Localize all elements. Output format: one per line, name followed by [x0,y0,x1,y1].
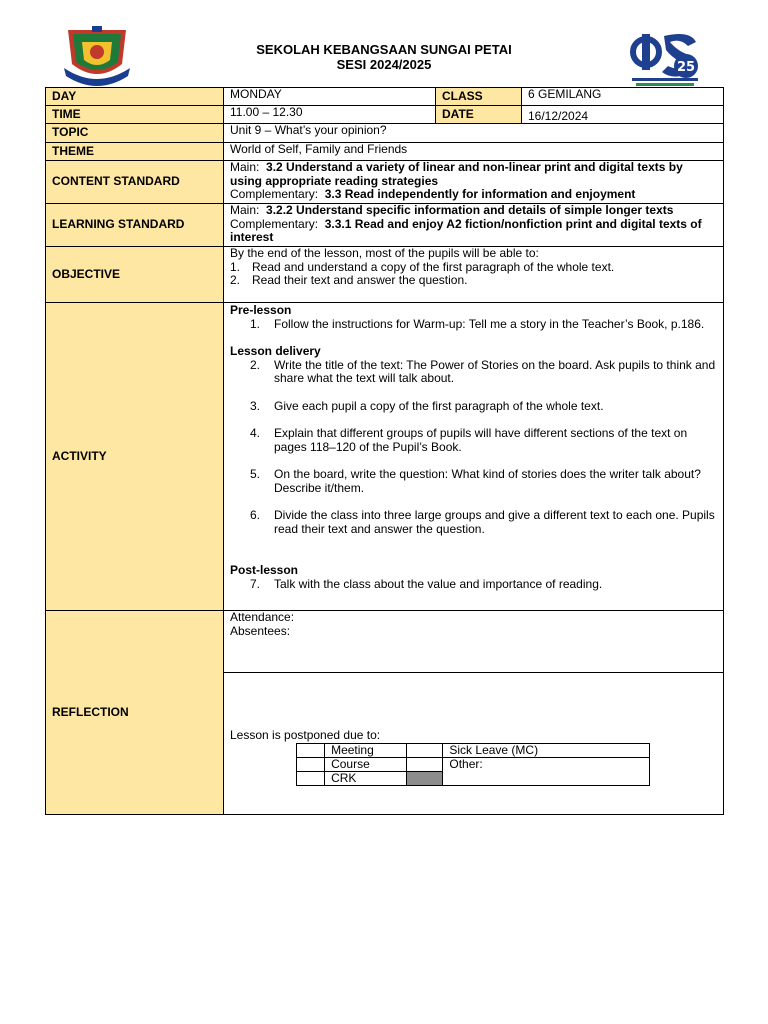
content-comp-prefix: Complementary: [230,187,319,201]
attendance-label: Attendance: [230,610,295,624]
learning-comp-standard: 3.3.1 Read and enjoy A2 fiction/nonfiction print and digital texts of interest [230,216,702,244]
other-checkbox[interactable] [407,757,443,771]
objective-intro: By the end of the lesson, most of the pupils will be able to: [230,246,539,260]
learning-standard-label: LEARNING STANDARD [46,204,224,247]
objective-value [224,247,724,303]
objective-item: 2. Read their text and answer the question. [230,273,468,287]
postpone-reasons-table [296,743,650,786]
other-option: Other: [443,757,650,785]
learning-comp-prefix: Complementary: [230,216,319,231]
topic-value: Unit 9 – What’s your opinion? [224,124,724,143]
school-name: SEKOLAH KEBANGSAAN SUNGAI PETAI [256,42,512,57]
content-main-prefix: Main: [230,160,260,174]
date-label: DATE [436,106,522,124]
shaded-cell [407,771,443,785]
activity-value [224,303,724,611]
postpone-cell [224,673,724,815]
course-checkbox[interactable] [297,757,325,771]
theme-label: THEME [46,143,224,161]
class-label: CLASS [436,88,522,106]
activity-step: 7. Talk with the class about the value and importance of reading. [250,576,603,591]
reflection-label: REFLECTION [46,611,224,815]
learning-standard-value [224,204,724,247]
absentees-label: Absentees: [230,623,291,638]
day-value: MONDAY [224,88,436,106]
day-label: DAY [46,88,224,106]
content-standard-value [224,161,724,204]
content-standard-label: CONTENT STANDARD [46,161,224,204]
logo-25-text: 25 [676,60,696,75]
content-comp-standard: 3.3 Read independently for information and enjoyment [324,187,636,201]
post-lesson-heading: Post-lesson [230,563,299,577]
activity-label: ACTIVITY [46,303,224,611]
date-value: 16/12/2024 [522,106,724,124]
sick-leave-option: Sick Leave (MC) [443,743,650,757]
activity-step: 5. On the board, write the question: What kind of stories does the writer talk about? Describe it/them. [250,467,701,495]
class-value: 6 GEMILANG [522,88,724,106]
crk-checkbox[interactable] [297,771,325,785]
pre-lesson-heading: Pre-lesson [230,303,292,317]
time-label: TIME [46,106,224,124]
postponed-label: Lesson is postponed due to: [230,728,381,742]
learning-main-prefix: Main: [230,203,260,217]
crk-option: CRK [325,771,407,785]
topic-label: TOPIC [46,124,224,143]
meeting-checkbox[interactable] [297,743,325,757]
activity-step: 2. Write the title of the text: The Power of Stories on the board. Ask pupils to think and share what the text will talk about. [250,357,716,385]
content-main-standard: 3.2 Understand a variety of linear and non-linear print and digital texts by using appropriate reading strategies [230,160,683,188]
course-option: Course [325,757,407,771]
attendance-cell [224,611,724,673]
objective-label: OBJECTIVE [46,247,224,303]
learning-main-standard: 3.2.2 Understand specific information and details of simple longer texts [266,203,674,217]
sick-leave-checkbox[interactable] [407,743,443,757]
document-header [0,42,768,72]
school-session: SESI 2024/2025 [336,57,432,72]
lesson-delivery-heading: Lesson delivery [230,344,321,358]
theme-value: World of Self, Family and Friends [224,143,724,161]
activity-step: 6. Divide the class into three large groups and give a different text to each one. Pupils read their text and answer the question. [250,508,715,536]
lesson-plan-table [45,87,724,815]
activity-step: 4. Explain that different groups of pupils will have different sections of the text on pages 118–120 of the Pupil’s Book. [250,426,688,454]
meeting-option: Meeting [325,743,407,757]
objective-item: 1. Read and understand a copy of the first paragraph of the whole text. [230,259,615,274]
time-value: 11.00 – 12.30 [224,106,436,124]
activity-step: 1. Follow the instructions for Warm-up: Tell me a story in the Teacher’s Book, p.186. [250,316,705,331]
activity-step: 3. Give each pupil a copy of the first paragraph of the whole text. [250,398,604,413]
